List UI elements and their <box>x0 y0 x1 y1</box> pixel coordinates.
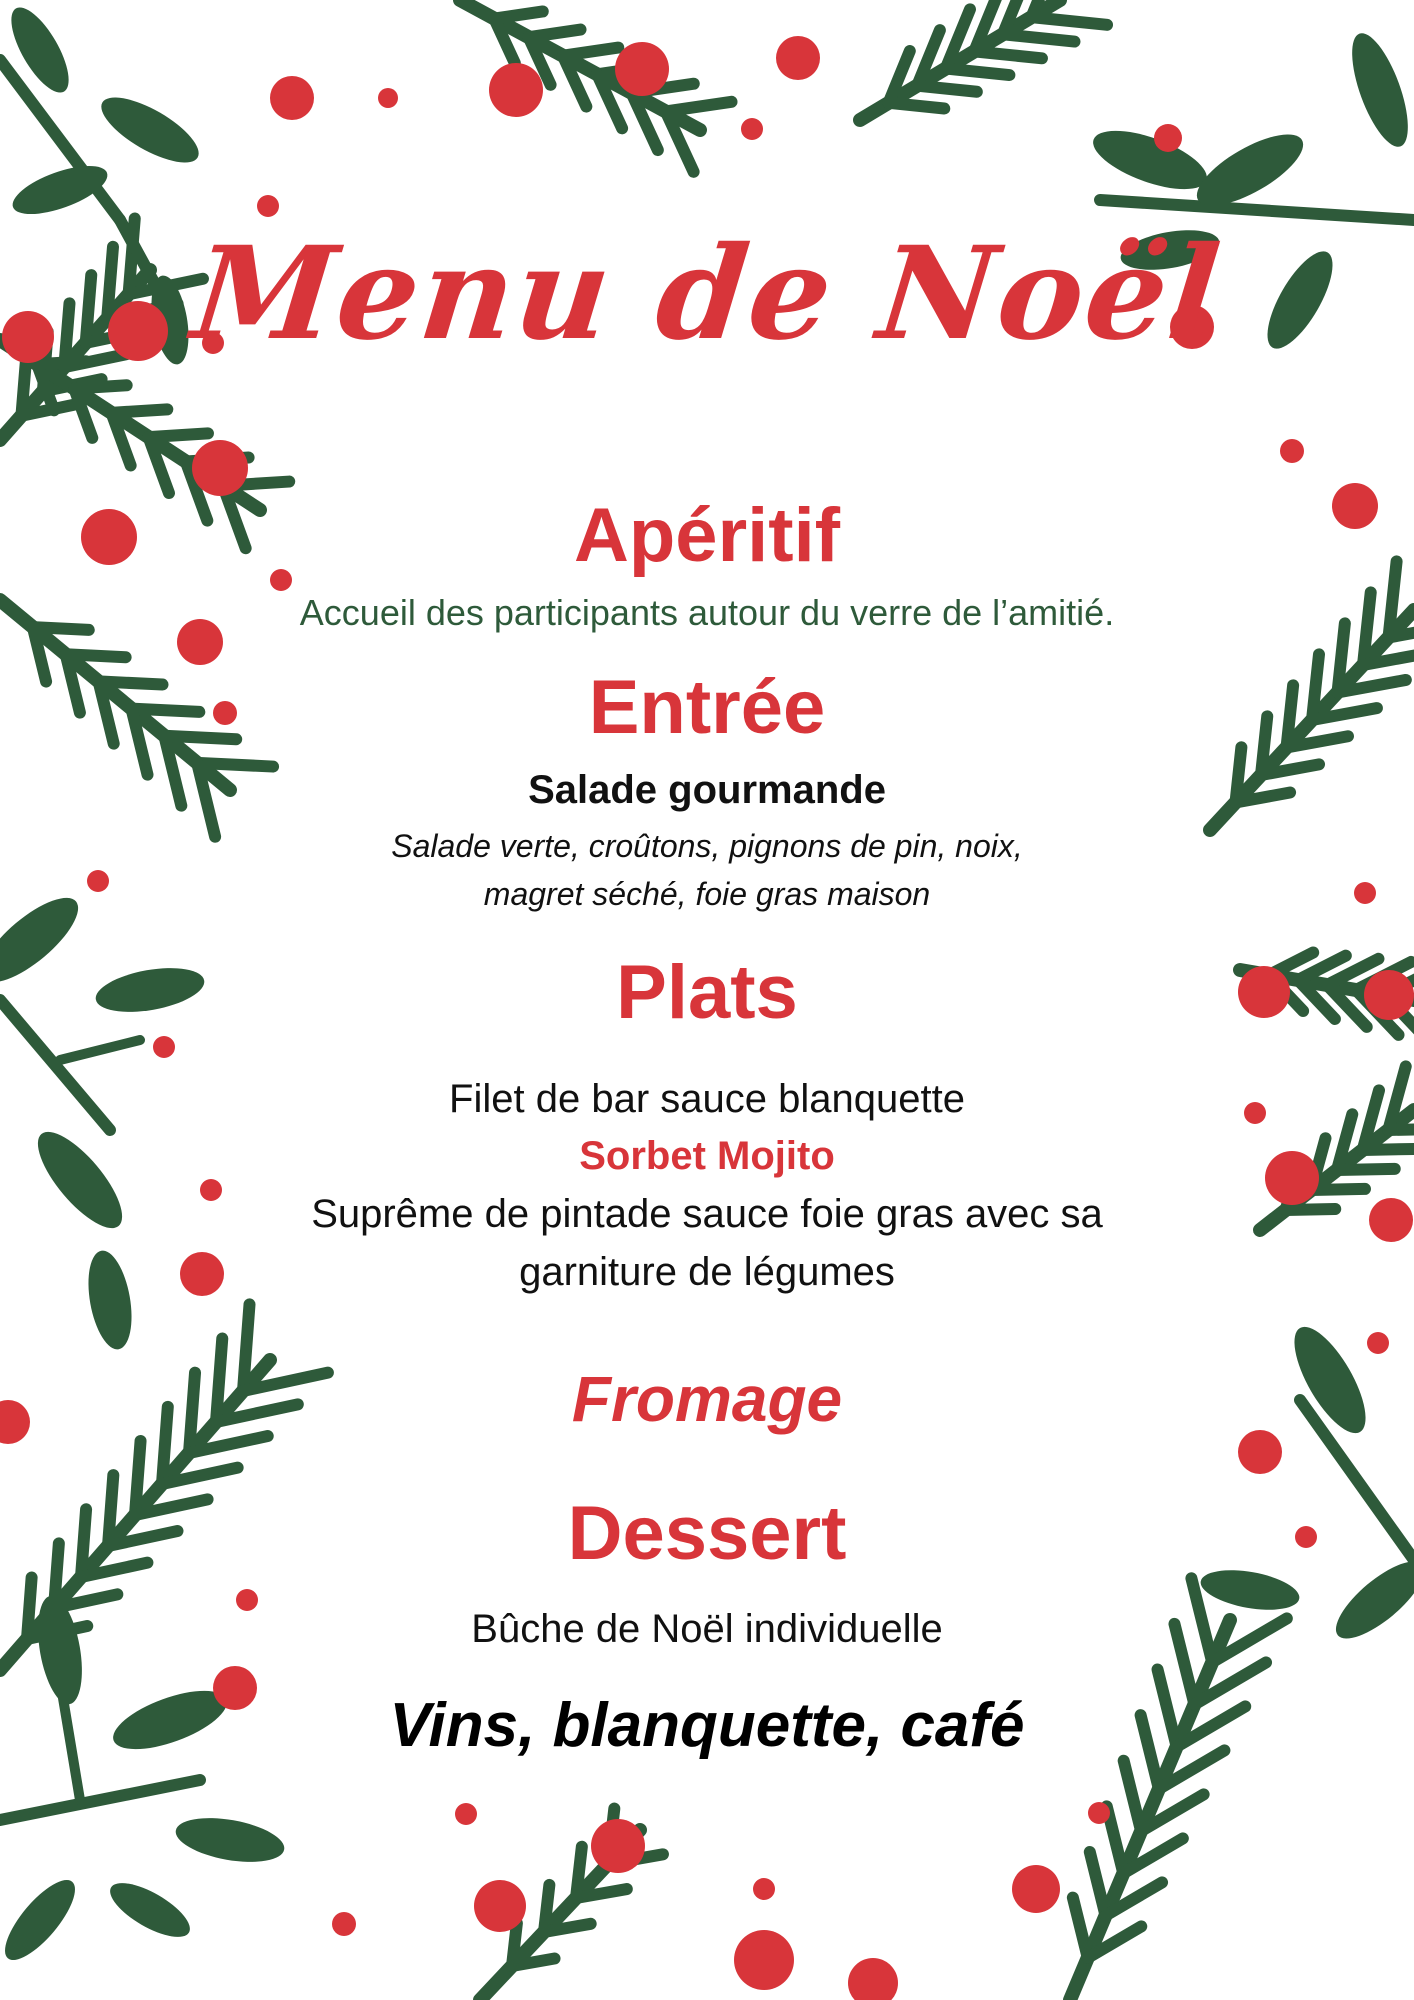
green-leaf-icon <box>92 85 207 175</box>
branch-stem <box>197 763 273 767</box>
green-leaf-icon <box>7 156 113 224</box>
branch-stem <box>1031 17 1107 25</box>
branch-stem <box>544 1885 549 1932</box>
branch-stem <box>37 361 86 364</box>
entree-description-line-2: magret séché, foie gras maison <box>483 876 931 912</box>
red-berry-icon <box>270 76 314 120</box>
red-berry-icon <box>848 1958 898 2000</box>
branch-stem <box>1388 1129 1414 1130</box>
plats-heading: Plats <box>616 950 798 1035</box>
branch-stem <box>21 360 26 416</box>
red-berry-icon <box>1088 1802 1110 1824</box>
branch-stem <box>563 48 618 56</box>
fromage-heading: Fromage <box>571 1363 843 1435</box>
red-berry-icon <box>741 118 763 140</box>
branch-stem <box>889 103 945 109</box>
branch-stem <box>0 1780 200 1820</box>
branch-stem <box>1073 1898 1088 1958</box>
red-berry-icon <box>1154 124 1182 152</box>
plats-item-1: Filet de bar sauce blanquette <box>449 1077 965 1121</box>
red-berry-icon <box>615 42 669 96</box>
red-berry-icon <box>1238 1430 1282 1474</box>
entree-dish-name: Salade gourmande <box>528 768 886 812</box>
branch-stem <box>149 433 208 437</box>
branch-stem <box>66 654 126 657</box>
red-berry-icon <box>192 440 248 496</box>
branch-stem <box>512 1959 555 1966</box>
red-berry-icon <box>1012 1865 1060 1913</box>
red-berry-icon <box>489 63 543 117</box>
branch-stem <box>111 409 167 412</box>
red-berry-icon <box>1367 1332 1389 1354</box>
branch-stem <box>1003 34 1075 41</box>
green-leaf-icon <box>1086 119 1214 201</box>
branch-stem <box>494 11 542 18</box>
branch-stem <box>917 86 977 92</box>
red-berry-icon <box>378 88 398 108</box>
dessert-item: Bûche de Noël individuelle <box>471 1607 943 1651</box>
green-leaf-icon <box>1341 27 1414 153</box>
red-berry-icon <box>1280 439 1304 463</box>
red-berry-icon <box>257 195 279 217</box>
plats-item-3-line-2: garniture de légumes <box>519 1250 895 1294</box>
aperitif-description: Accueil des participants autour du verre de l’amitié. <box>299 592 1115 633</box>
drinks-line: Vins, blanquette, café <box>389 1691 1025 1760</box>
green-leaf-icon <box>172 1811 287 1869</box>
branch-stem <box>1124 1761 1141 1831</box>
red-berry-icon <box>474 1880 526 1932</box>
red-berry-icon <box>776 36 820 80</box>
red-berry-icon <box>591 1819 645 1873</box>
red-berry-icon <box>753 1878 775 1900</box>
green-leaf-icon <box>0 1870 86 1970</box>
branch-stem <box>74 385 126 388</box>
branch-stem <box>529 30 581 38</box>
red-berry-icon <box>153 1036 175 1058</box>
branch-stem <box>1100 200 1414 220</box>
branch-stem <box>666 102 732 112</box>
aperitif-heading: Apéritif <box>574 493 840 578</box>
red-berry-icon <box>455 1803 477 1825</box>
entree-heading: Entrée <box>588 665 826 750</box>
branch-stem <box>974 51 1042 58</box>
plats-item-sorbet: Sorbet Mojito <box>579 1134 835 1178</box>
branch-stem <box>946 69 1010 75</box>
branch-stem <box>1090 1852 1106 1916</box>
entree-description-line-1: Salade verte, croûtons, pignons de pin, noix, <box>391 828 1023 864</box>
green-leaf-icon <box>103 1873 198 1947</box>
red-berry-icon <box>332 1912 356 1936</box>
plats-item-3-line-1: Suprême de pintade sauce foie gras avec sa <box>311 1192 1103 1236</box>
branch-stem <box>576 1847 582 1898</box>
branch-stem <box>544 1924 591 1932</box>
branch-stem <box>60 1040 140 1060</box>
red-berry-icon <box>734 1930 794 1990</box>
menu-title: Menu de Noël <box>186 219 1228 369</box>
dessert-heading: Dessert <box>567 1491 847 1576</box>
